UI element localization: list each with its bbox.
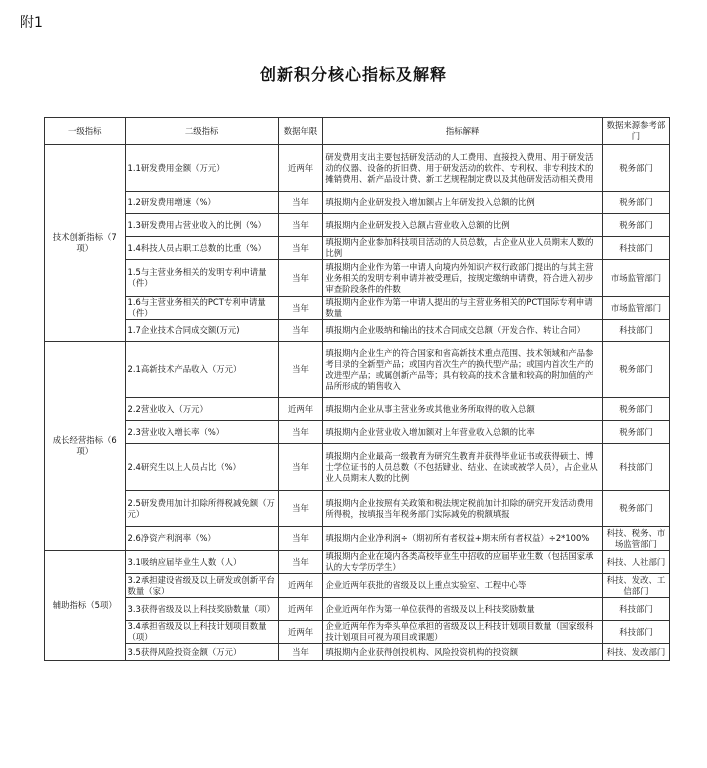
indicator-name: 2.2营业收入（万元）: [125, 398, 278, 421]
indicator-name: 1.5与主营业务相关的发明专利申请量（件）: [125, 260, 278, 297]
indicator-description: 填报期内企业按照有关政策和税法规定税前加计扣除的研究开发活动费用所得税，按填报当年税务部门实际减免的税额填报: [323, 491, 603, 527]
indicator-description: 填报期内企业获得创投机构、风险投资机构的投资额: [323, 644, 603, 661]
indicator-name: 1.1研发费用金额（万元）: [125, 145, 278, 192]
indicator-name: 3.3获得省级及以上科技奖励数量（项）: [125, 598, 278, 621]
data-period: 近两年: [278, 145, 323, 192]
source-department: 税务部门: [602, 491, 669, 527]
data-period: 近两年: [278, 574, 323, 598]
source-department: 科技、税务、市场监管部门: [602, 527, 669, 551]
indicator-name: 3.2承担建设省级及以上研发或创新平台数量（家）: [125, 574, 278, 598]
source-department: 税务部门: [602, 398, 669, 421]
header-source-dept: 数据来源参考部门: [602, 118, 669, 145]
indicator-name: 3.5获得风险投资金额（万元）: [125, 644, 278, 661]
indicator-name: 3.1吸纳应届毕业生人数（人）: [125, 551, 278, 574]
source-department: 科技部门: [602, 444, 669, 491]
table-row: [45, 551, 670, 574]
data-period: 当年: [278, 214, 323, 237]
indicator-name: 2.6净资产利润率（%）: [125, 527, 278, 551]
indicator-name: 2.5研发费用加计扣除所得税减免额（万元）: [125, 491, 278, 527]
data-period: 当年: [278, 237, 323, 260]
table-row: [45, 145, 670, 192]
indicator-name: 1.6与主营业务相关的PCT专利申请量（件）: [125, 297, 278, 320]
data-period: 当年: [278, 342, 323, 398]
data-period: 当年: [278, 644, 323, 661]
table-header-row: [45, 118, 670, 145]
header-level1: 一级指标: [45, 118, 126, 145]
source-department: 税务部门: [602, 421, 669, 444]
indicator-name: 1.7企业技术合同成交额(万元): [125, 320, 278, 342]
data-period: 当年: [278, 527, 323, 551]
indicator-description: 填报期内企业生产的符合国家和省高新技术重点范围、技术领域和产品参考目录的全新型产品；或国内首次生产的换代型产品；或国内首次生产的改进型产品；或属创新产品等；具有较高的技术含量和较高的附加值的产品所形成的销售收入: [323, 342, 603, 398]
data-period: 当年: [278, 192, 323, 214]
table-row: [45, 444, 670, 491]
source-department: 科技部门: [602, 621, 669, 644]
table-body: [45, 145, 670, 661]
table-row: [45, 214, 670, 237]
table-row: [45, 598, 670, 621]
data-period: 当年: [278, 297, 323, 320]
data-period: 当年: [278, 491, 323, 527]
source-department: 税务部门: [602, 145, 669, 192]
indicator-name: 1.2研发费用增速（%）: [125, 192, 278, 214]
table-row: [45, 421, 670, 444]
indicator-description: 填报期内企业营业收入增加额对上年营业收入总额的比率: [323, 421, 603, 444]
table-row: [45, 527, 670, 551]
indicator-description: 填报期内企业作为第一申请人提出的与主营业务相关的PCT国际专利申请数量: [323, 297, 603, 320]
group-name: 成长经营指标（6项）: [45, 342, 126, 551]
table-row: [45, 644, 670, 661]
source-department: 科技部门: [602, 598, 669, 621]
source-department: 税务部门: [602, 214, 669, 237]
source-department: 市场监管部门: [602, 260, 669, 297]
indicator-name: 1.4科技人员占职工总数的比重（%）: [125, 237, 278, 260]
table-row: [45, 297, 670, 320]
header-period: 数据年限: [278, 118, 323, 145]
attachment-label: 附1: [20, 15, 43, 31]
table-row: [45, 398, 670, 421]
indicator-description: 填报期内企业在境内各类高校毕业生中招收的应届毕业生数（包括国家承认的大专学历学生）: [323, 551, 603, 574]
indicator-description: 填报期内企业研发投入增加额占上年研发投入总额的比例: [323, 192, 603, 214]
data-period: 近两年: [278, 398, 323, 421]
data-period: 近两年: [278, 621, 323, 644]
data-period: 当年: [278, 320, 323, 342]
table-row: [45, 237, 670, 260]
source-department: 科技、发改部门: [602, 644, 669, 661]
group-name: 辅助指标（5项）: [45, 551, 126, 661]
table-row: [45, 574, 670, 598]
table-row: [45, 320, 670, 342]
indicator-description: 研发费用支出主要包括研发活动的人工费用、直接投入费用、用于研发活动的仪器、设备的折旧费、用于研发活动的软件、专利权、非专利技术的摊销费用、新产品设计费、新工艺规程制定费以及其他研发活动相关费用: [323, 145, 603, 192]
indicator-name: 3.4承担省级及以上科技计划项目数量（项）: [125, 621, 278, 644]
table-row: [45, 491, 670, 527]
indicator-description: 填报期内企业作为第一申请人向境内外知识产权行政部门提出的与其主营业务相关的发明专利申请并被受理后，按规定缴纳申请费，符合进入初步审查阶段条件的件数: [323, 260, 603, 297]
indicator-description: 企业近两年作为牵头单位承担的省级及以上科技计划项目数量（国家级科技计划项目可视为项目或课题）: [323, 621, 603, 644]
header-level2: 二级指标: [125, 118, 278, 145]
source-department: 科技、发改、工信部门: [602, 574, 669, 598]
data-period: 当年: [278, 444, 323, 491]
indicator-description: 填报期内企业参加科技项目活动的人员总数，占企业从业人员期末人数的比例: [323, 237, 603, 260]
data-period: 当年: [278, 260, 323, 297]
source-department: 税务部门: [602, 192, 669, 214]
data-period: 近两年: [278, 598, 323, 621]
indicator-name: 2.1高新技术产品收入（万元）: [125, 342, 278, 398]
indicator-name: 1.3研发费用占营业收入的比例（%）: [125, 214, 278, 237]
indicator-description: 填报期内企业最高一级教育为研究生教育并获得毕业证书或获得硕士、博士学位证书的人员总数（不包括肄业、结业、在读或被学人员），占企业从业人员期末人数的比例: [323, 444, 603, 491]
table-row: [45, 192, 670, 214]
group-name: 技术创新指标（7项）: [45, 145, 126, 342]
source-department: 科技、人社部门: [602, 551, 669, 574]
source-department: 税务部门: [602, 342, 669, 398]
indicator-description: 填报期内企业净利润÷（期初所有者权益+期末所有者权益）÷2*100%: [323, 527, 603, 551]
header-description: 指标解释: [323, 118, 603, 145]
indicator-description: 填报期内企业研发投入总额占营业收入总额的比例: [323, 214, 603, 237]
indicator-name: 2.4研究生以上人员占比（%）: [125, 444, 278, 491]
table-row: [45, 260, 670, 297]
indicator-description: 企业近两年作为第一单位获得的省级及以上科技奖励数量: [323, 598, 603, 621]
indicator-description: 填报期内企业从事主营业务或其他业务所取得的收入总额: [323, 398, 603, 421]
document-title: 创新积分核心指标及解释: [259, 65, 447, 84]
indicator-description: 填报期内企业吸纳和输出的技术合同成交总额（开发合作、转让合同）: [323, 320, 603, 342]
indicator-description: 企业近两年获批的省级及以上重点实验室、工程中心等: [323, 574, 603, 598]
source-department: 科技部门: [602, 320, 669, 342]
table-row: [45, 342, 670, 398]
table-row: [45, 621, 670, 644]
source-department: 科技部门: [602, 237, 669, 260]
source-department: 市场监管部门: [602, 297, 669, 320]
data-period: 当年: [278, 421, 323, 444]
indicator-table: [44, 117, 670, 661]
data-period: 当年: [278, 551, 323, 574]
indicator-name: 2.3营业收入增长率（%）: [125, 421, 278, 444]
